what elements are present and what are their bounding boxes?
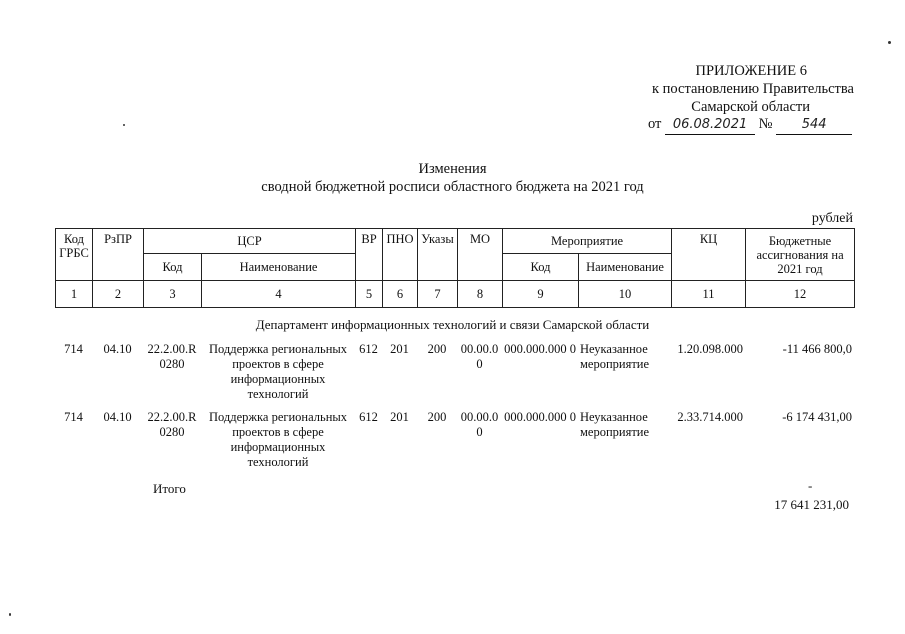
col-number: 2 (93, 281, 144, 308)
scan-speck (9, 613, 11, 616)
cell-event-code: 000.000.000 0 (504, 342, 576, 356)
cell-csr-code: 22.2.00.R 0280 (147, 342, 197, 371)
col-mo-header: МО (458, 229, 503, 281)
col-number: 4 (202, 281, 356, 308)
decree-date: 06.08.2021 (665, 116, 755, 135)
scan-speck (123, 124, 125, 126)
table-row (55, 342, 854, 402)
appendix-title: ПРИЛОЖЕНИЕ 6 (695, 63, 807, 79)
col-number: 8 (458, 281, 503, 308)
cell-ukazy: 200 (427, 342, 447, 356)
units-label: рублей (811, 211, 853, 226)
cell-kc: 2.33.714.000 (677, 410, 743, 424)
col-event-code-header: Код (503, 254, 579, 281)
cell-csr-name: Поддержка региональных проектов в сфере информационных технологий (208, 342, 348, 401)
col-rzpr-header: РзПР (93, 229, 144, 281)
cell-pno: 201 (390, 410, 409, 424)
total-sign: - (808, 478, 813, 493)
col-csr-header: ЦСР (144, 229, 356, 254)
cell-event-code: 000.000.000 0 (504, 410, 576, 424)
col-ukazy-header: Указы (418, 229, 458, 281)
cell-kc: 1.20.098.000 (677, 342, 743, 356)
doc-title-line-2: сводной бюджетной росписи областного бюджета на 2021 год (261, 179, 644, 195)
cell-grbs: 714 (64, 410, 83, 424)
col-number: 5 (356, 281, 383, 308)
cell-csr-code: 22.2.00.R 0280 (147, 410, 197, 439)
col-number: 10 (579, 281, 672, 308)
table-row (55, 410, 854, 470)
decree-ref (648, 115, 858, 135)
cell-vr: 612 (359, 342, 378, 356)
cell-amount: -11 466 800,0 (782, 342, 852, 356)
appendix-line-3: Самарской области (691, 99, 810, 115)
decree-number: 544 (776, 116, 852, 135)
cell-event-name: Неуказанное мероприятие (580, 342, 650, 371)
col-event-name-header: Наименование (579, 254, 672, 281)
cell-grbs: 714 (64, 342, 83, 356)
appendix-line-2: к постановлению Правительства (652, 81, 854, 97)
col-number: 9 (503, 281, 579, 308)
col-event-header: Мероприятие (503, 229, 672, 254)
cell-event-name: Неуказанное мероприятие (580, 410, 650, 439)
col-number: 7 (418, 281, 458, 308)
col-csr-code-header: Код (144, 254, 202, 281)
cell-mo: 00.00.0 0 (460, 342, 499, 371)
cell-rzpr: 04.10 (103, 342, 132, 356)
col-vr-header: ВР (356, 229, 383, 281)
col-pno-header: ПНО (383, 229, 418, 281)
doc-title-line-1: Изменения (418, 161, 487, 177)
total-value: 17 641 231,00 (774, 497, 849, 512)
cell-vr: 612 (359, 410, 378, 424)
col-number: 3 (144, 281, 202, 308)
col-csr-name-header: Наименование (202, 254, 356, 281)
scan-speck (888, 41, 891, 44)
cell-rzpr: 04.10 (103, 410, 132, 424)
total-label: Итого (153, 481, 186, 496)
cell-ukazy: 200 (427, 410, 447, 424)
cell-pno: 201 (390, 342, 409, 356)
col-number: 1 (56, 281, 93, 308)
from-label: от (648, 116, 662, 132)
col-budget-header: Бюджетные ассигнования на 2021 год (746, 229, 855, 281)
col-number: 12 (746, 281, 855, 308)
col-number: 11 (672, 281, 746, 308)
budget-table-header (55, 228, 855, 308)
number-label: № (758, 116, 773, 132)
col-grbs-header: Код ГРБС (56, 229, 93, 281)
cell-amount: -6 174 431,00 (782, 410, 852, 424)
cell-mo: 00.00.0 0 (460, 410, 499, 439)
col-number: 6 (383, 281, 418, 308)
cell-csr-name: Поддержка региональных проектов в сфере информационных технологий (208, 410, 348, 469)
col-kc-header: КЦ (672, 229, 746, 281)
department-name: Департамент информационных технологий и связи Самарской области (255, 317, 650, 332)
